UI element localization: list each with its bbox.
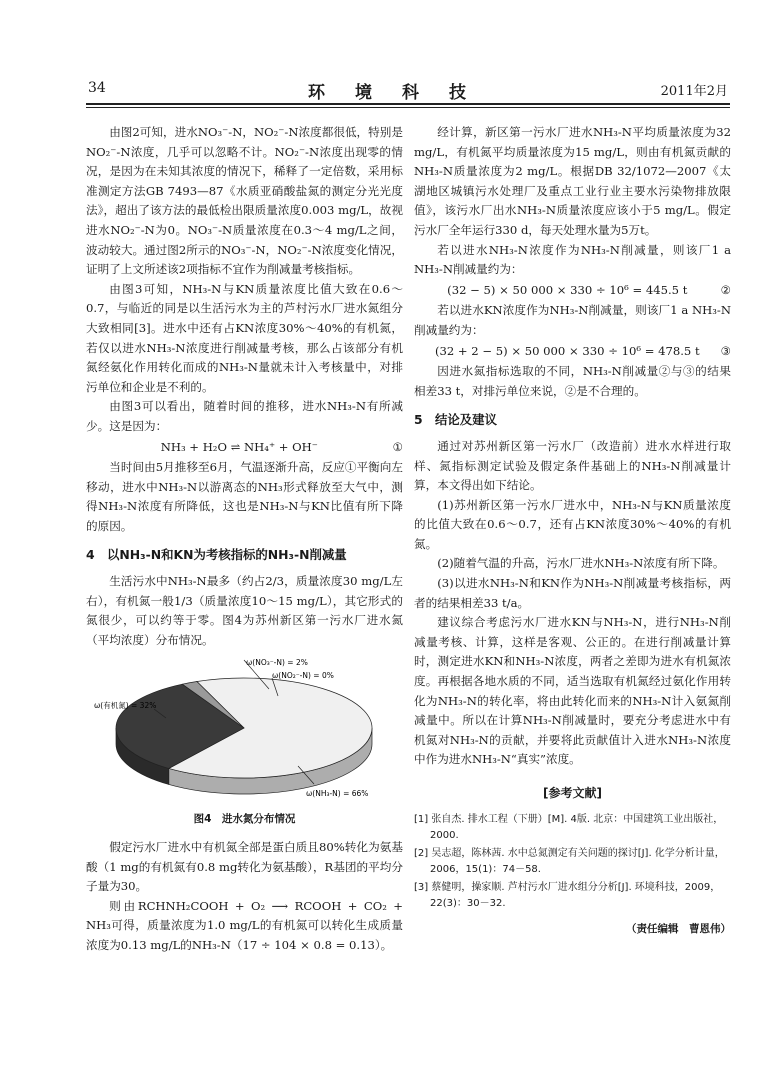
equation-number: ③ <box>720 343 731 358</box>
page-number: 34 <box>88 80 106 96</box>
section-heading-4: 4 以NH₃-N和KN为考核指标的NH₃-N削减量 <box>86 547 347 563</box>
equation-2 <box>414 281 731 301</box>
section-heading-5: 5 结论及建议 <box>414 412 497 428</box>
paragraph: 因进水氮指标选取的不同，NH₃-N削减量②与③的结果相差33 t，对排污单位来说，②是不合理的。 <box>414 364 731 398</box>
reference-item: [1] 张自杰. 排水工程（下册）[M]. 4版. 北京：中国建筑工业出版社，2000. <box>414 813 724 841</box>
paragraph: (3)以进水NH₃-N和KN作为NH₃-N削减量考核指标，两者的结果相差33 t/a。 <box>414 576 731 610</box>
paragraph: 当时间由5月推移至6月，气温逐渐升高，反应①平衡向左移动，进水中NH₃-N以游离态的NH₃形式释放至大气中，测得NH₃-N浓度有所降低，这也是NH₃-N与KN比值有所下降的原因。 <box>86 460 403 533</box>
equation-1 <box>86 438 403 458</box>
label-no2: ω(NO₂⁻-N) = 0% <box>272 671 334 681</box>
issue-date: 2011年2月 <box>660 84 728 99</box>
right-column <box>414 123 731 939</box>
left-column <box>86 123 403 956</box>
paragraph: 经计算，新区第一污水厂进水NH₃-N平均质量浓度为32 mg/L，有机氮平均质量浓度为15 mg/L，则由有机氮贡献的NH₃-N质量浓度为2 mg/L。根据DB 32/1072—2007《太湖地区城镇污水处理厂及重点工业行业主要水污染物排放限值》，该污水厂出水NH₃-N质量浓度应该小于5 mg/L。假定污水厂全年运行330 d，每天处理水量为5万t。 <box>414 125 731 237</box>
figure-4 <box>86 656 403 808</box>
paragraph: (1)苏州新区第一污水厂进水中，NH₃-N与KN质量浓度的比值大致在0.6～0.7，还有占KN浓度30%～40%的有机氮。 <box>414 497 731 551</box>
equation-number: ① <box>392 439 403 454</box>
responsible-editor: （责任编辑 曹恩伟） <box>626 922 731 935</box>
figure-caption: 图4 进水氮分布情况 <box>193 813 296 826</box>
equation-text: (32 + 2 − 5) × 50 000 × 330 ÷ 10⁶ = 478.5 t <box>434 343 700 358</box>
label-nh3: ω(NH₃-N) = 66% <box>306 789 369 799</box>
equation-3 <box>414 342 731 362</box>
pie-chart <box>86 656 403 808</box>
paragraph: 若以进水KN浓度作为NH₃-N削减量，则该厂1 a NH₃-N削减量约为： <box>414 303 731 337</box>
paragraph: 由图3可以看出，随着时间的推移，进水NH₃-N有所减少。这是因为： <box>86 399 403 433</box>
paragraph: (2)随着气温的升高，污水厂进水NH₃-N浓度有所下降。 <box>437 556 725 571</box>
page-header <box>88 78 728 102</box>
label-organic: ω(有机氮) = 32% <box>94 701 157 711</box>
header-rule <box>86 103 730 108</box>
label-no3: ω(NO₃⁻-N) = 2% <box>246 658 308 668</box>
reference-item: [3] 蔡健明，操家顺. 芦村污水厂进水组分分析[J]. 环境科技，2009，22(3)：30－32. <box>414 881 721 909</box>
paragraph: 假定污水厂进水中有机氮全部是蛋白质且80%转化为氨基酸（1 mg的有机氮有0.8 mg转化为氨基酸），R基团的平均分子量为30。 <box>86 840 403 894</box>
paragraph: 通过对苏州新区第一污水厂（改造前）进水水样进行取样、氮指标测定试验及假定条件基础上的NH₃-N削减量计算，本文得出如下结论。 <box>414 438 731 493</box>
paragraph: 生活污水中NH₃-N最多（约占2/3，质量浓度30 mg/L左右），有机氮一般1/3（质量浓度10～15 mg/L），其它形式的氮很少，可以约等于零。图4为苏州新区第一污水厂进水氮（平均浓度）分布情况。 <box>86 574 403 647</box>
paragraph: 由图3可知，NH₃-N与KN质量浓度比值大致在0.6～0.7，与临近的同是以生活污水为主的芦村污水厂进水氮组分大致相同[3]。进水中还有占KN浓度30%～40%的有机氮，若仅以进水NH₃-N浓度进行削减量考核，那么占该部分有机氮经氨化作用转化而成的NH₃-N量就未计入考核量中，对排污单位和企业是不利的。 <box>86 281 403 394</box>
paragraph: 建议综合考虑污水厂进水KN与NH₃-N，进行NH₃-N削减量考核、计算，这样是客观、公正的。在进行削减量计算时，测定进水KN和NH₃-N浓度，两者之差即为进水有机氮浓度。再根据各地水质的不同，适当选取有机氮经过氨化作用转化为NH₃-N的转化率，将由此转化而来的NH₃-N计入氨氮削减量中。所以在计算NH₃-N削减量时，要充分考虑进水中有机氮对NH₃-N的贡献，并要将此贡献值计入进水NH₃-N浓度中作为进水NH₃-N“真实”浓度。 <box>414 615 731 767</box>
reference-item: [2] 吴志超，陈林茜. 水中总氮测定有关问题的探讨[J]. 化学分析计量，2006，15(1)：74－58. <box>414 847 725 875</box>
journal-title: 环境科技 <box>308 83 496 103</box>
references-heading: [参考文献] <box>543 786 602 800</box>
paragraph: 由图2可知，进水NO₃⁻-N，NO₂⁻-N浓度都很低，特别是NO₂⁻-N浓度，几乎可以忽略不计。NO₂⁻-N浓度出现零的情况，是因为在未知其浓度的情况下，稀释了一定倍数，采用标准测定方法GB 7493—87《水质亚硝酸盐氮的测定分光光度法》，超出了该方法的最低检出限质量浓度0.003 mg/L，故视进水NO₂⁻-N为0。NO₃⁻-N质量浓度在0.3～4 mg/L之间，波动较大。通过图2所示的NO₃⁻-N，NO₂⁻-N浓度变化情况，证明了上文所述该2项指标不宜作为削减量考核指标。 <box>86 125 403 277</box>
paragraph: 则由RCHNH₂COOH + O₂ ⟶ RCOOH + CO₂ + NH₃可得，质量浓度为1.0 mg/L的有机氮可以转化生成质量浓度为0.13 mg/L的NH₃-N（17 ÷ 104 × 0.8 = 0.13）。 <box>86 898 403 952</box>
paragraph: 若以进水NH₃-N浓度作为NH₃-N削减量，则该厂1 a NH₃-N削减量约为： <box>414 242 731 277</box>
equation-text: (32 − 5) × 50 000 × 330 ÷ 10⁶ = 445.5 t <box>447 282 688 297</box>
equation-text: NH₃ + H₂O ⇌ NH₄⁺ + OH⁻ <box>160 439 318 454</box>
equation-number: ② <box>720 282 731 297</box>
